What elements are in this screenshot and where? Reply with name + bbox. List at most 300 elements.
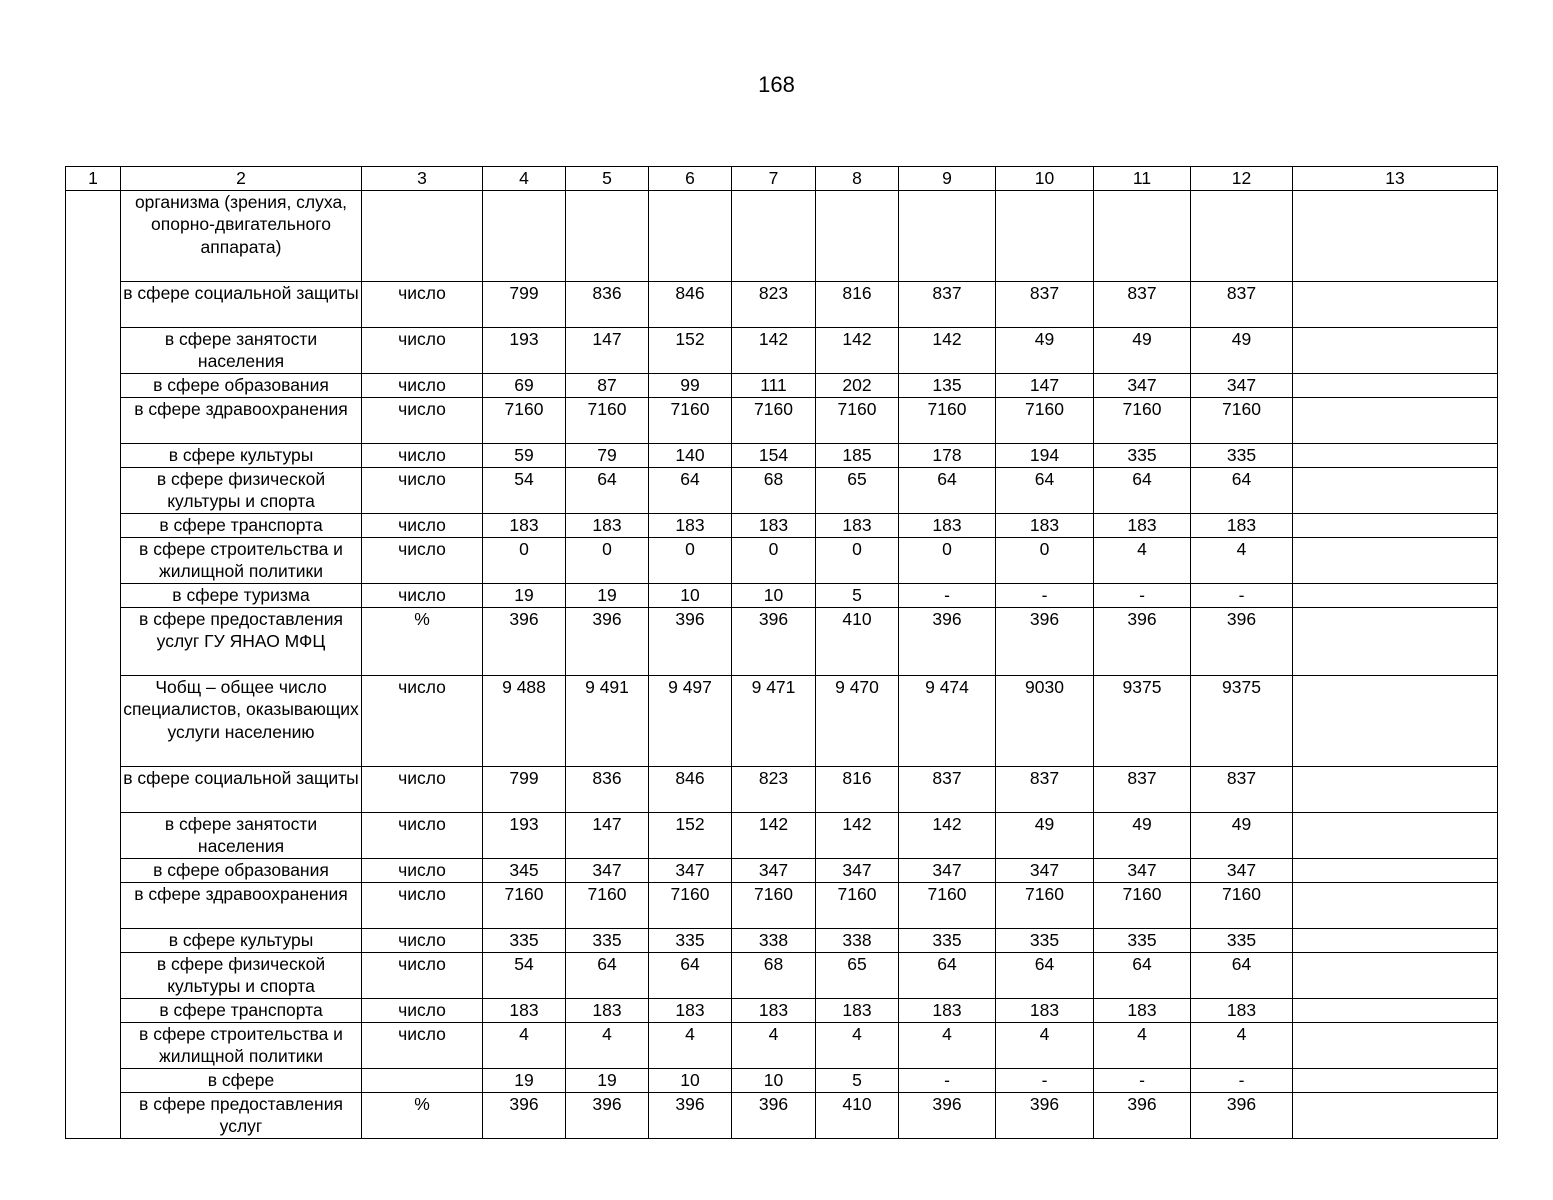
value-cell: 147 (566, 327, 649, 373)
indicator-label-cell: Чобщ – общее число специалистов, оказывающих услуги населению (121, 675, 362, 766)
value-cell: 79 (566, 443, 649, 467)
header-cell-4: 4 (483, 167, 566, 191)
indicator-label-cell: в сфере (121, 1068, 362, 1092)
value-cell: 347 (1191, 373, 1293, 397)
value-cell: 64 (649, 952, 732, 998)
value-cell: 799 (483, 281, 566, 327)
value-cell: 19 (566, 1068, 649, 1092)
value-cell: 4 (1094, 1022, 1191, 1068)
note-cell (1293, 281, 1498, 327)
value-cell: 9375 (1094, 675, 1191, 766)
value-cell: 4 (816, 1022, 899, 1068)
note-cell (1293, 675, 1498, 766)
note-cell (1293, 190, 1498, 281)
value-cell: 7160 (649, 882, 732, 928)
value-cell: 7160 (1191, 882, 1293, 928)
value-cell: - (1094, 1068, 1191, 1092)
value-cell (732, 190, 816, 281)
value-cell (483, 190, 566, 281)
table-row (66, 952, 1498, 998)
value-cell: 152 (649, 327, 732, 373)
indicator-label-cell: в сфере физической культуры и спорта (121, 952, 362, 998)
value-cell: 396 (483, 607, 566, 675)
unit-cell: число (362, 443, 483, 467)
unit-cell: число (362, 858, 483, 882)
value-cell: 335 (1094, 443, 1191, 467)
value-cell: 846 (649, 766, 732, 812)
table-row (66, 1068, 1498, 1092)
value-cell: 142 (899, 327, 996, 373)
value-cell: 202 (816, 373, 899, 397)
value-cell: 335 (996, 928, 1094, 952)
table-row (66, 607, 1498, 675)
value-cell: 183 (483, 513, 566, 537)
value-cell: 142 (732, 812, 816, 858)
table-row (66, 928, 1498, 952)
value-cell: 64 (1191, 952, 1293, 998)
value-cell: 335 (1191, 443, 1293, 467)
value-cell: 9 471 (732, 675, 816, 766)
value-cell: 4 (732, 1022, 816, 1068)
value-cell: 193 (483, 812, 566, 858)
unit-cell: число (362, 1022, 483, 1068)
value-cell: 19 (483, 583, 566, 607)
value-cell: 10 (649, 583, 732, 607)
unit-cell: % (362, 607, 483, 675)
value-cell: 396 (732, 1092, 816, 1138)
value-cell: 9 491 (566, 675, 649, 766)
value-cell: 396 (899, 607, 996, 675)
table-row (66, 812, 1498, 858)
value-cell: 338 (732, 928, 816, 952)
value-cell: 347 (1094, 858, 1191, 882)
indicator-label-cell: в сфере культуры (121, 443, 362, 467)
note-cell (1293, 928, 1498, 952)
note-cell (1293, 513, 1498, 537)
index-cell (66, 190, 121, 1138)
indicator-label-cell: в сфере предоставления услуг ГУ ЯНАО МФЦ (121, 607, 362, 675)
value-cell: 9 488 (483, 675, 566, 766)
value-cell: - (996, 583, 1094, 607)
value-cell: 64 (996, 467, 1094, 513)
value-cell: 54 (483, 467, 566, 513)
value-cell: 64 (1094, 467, 1191, 513)
value-cell: 135 (899, 373, 996, 397)
table-row (66, 190, 1498, 281)
table-row (66, 998, 1498, 1022)
value-cell: 837 (899, 766, 996, 812)
table-row (66, 467, 1498, 513)
header-row (66, 167, 1498, 191)
unit-cell: число (362, 998, 483, 1022)
value-cell: 10 (649, 1068, 732, 1092)
header-cell-7: 7 (732, 167, 816, 191)
value-cell: 111 (732, 373, 816, 397)
value-cell: 4 (566, 1022, 649, 1068)
value-cell: 19 (566, 583, 649, 607)
unit-cell (362, 1068, 483, 1092)
table-row (66, 397, 1498, 443)
value-cell: 68 (732, 952, 816, 998)
note-cell (1293, 537, 1498, 583)
value-cell: 837 (1094, 766, 1191, 812)
value-cell: 9375 (1191, 675, 1293, 766)
header-cell-10: 10 (996, 167, 1094, 191)
value-cell: 87 (566, 373, 649, 397)
value-cell: 5 (816, 583, 899, 607)
value-cell: 799 (483, 766, 566, 812)
value-cell: 183 (732, 998, 816, 1022)
note-cell (1293, 443, 1498, 467)
value-cell: 64 (899, 952, 996, 998)
note-cell (1293, 952, 1498, 998)
table-row (66, 327, 1498, 373)
value-cell: 7160 (996, 882, 1094, 928)
header-cell-2: 2 (121, 167, 362, 191)
value-cell: 65 (816, 952, 899, 998)
value-cell: - (1094, 583, 1191, 607)
value-cell: 183 (566, 513, 649, 537)
value-cell: 49 (1094, 812, 1191, 858)
value-cell: 65 (816, 467, 899, 513)
value-cell: 64 (899, 467, 996, 513)
unit-cell: число (362, 537, 483, 583)
value-cell: 9 470 (816, 675, 899, 766)
value-cell: 345 (483, 858, 566, 882)
value-cell: 7160 (1191, 397, 1293, 443)
value-cell: 396 (1094, 607, 1191, 675)
value-cell: - (899, 583, 996, 607)
value-cell: 7160 (566, 882, 649, 928)
value-cell: - (1191, 1068, 1293, 1092)
value-cell: 7160 (732, 882, 816, 928)
indicator-label-cell: в сфере транспорта (121, 513, 362, 537)
table-row (66, 675, 1498, 766)
header-cell-5: 5 (566, 167, 649, 191)
value-cell: 183 (996, 998, 1094, 1022)
value-cell: 338 (816, 928, 899, 952)
value-cell: 183 (1094, 513, 1191, 537)
value-cell: 183 (483, 998, 566, 1022)
value-cell: 347 (996, 858, 1094, 882)
value-cell: 335 (483, 928, 566, 952)
value-cell: 816 (816, 766, 899, 812)
value-cell: 0 (816, 537, 899, 583)
value-cell: 54 (483, 952, 566, 998)
value-cell: 10 (732, 583, 816, 607)
note-cell (1293, 467, 1498, 513)
value-cell: 837 (996, 766, 1094, 812)
value-cell: 99 (649, 373, 732, 397)
value-cell: 0 (732, 537, 816, 583)
value-cell: 396 (1191, 1092, 1293, 1138)
note-cell (1293, 1068, 1498, 1092)
value-cell: 0 (899, 537, 996, 583)
value-cell: 64 (649, 467, 732, 513)
value-cell: 154 (732, 443, 816, 467)
value-cell: 49 (1191, 327, 1293, 373)
value-cell: 7160 (1094, 397, 1191, 443)
indicator-label-cell: в сфере культуры (121, 928, 362, 952)
data-table (65, 166, 1498, 1139)
value-cell: 68 (732, 467, 816, 513)
value-cell: 335 (649, 928, 732, 952)
value-cell (1094, 190, 1191, 281)
value-cell: 183 (1191, 513, 1293, 537)
value-cell: 347 (899, 858, 996, 882)
value-cell (649, 190, 732, 281)
value-cell: 347 (816, 858, 899, 882)
indicator-label-cell: в сфере строительства и жилищной политики (121, 537, 362, 583)
unit-cell: число (362, 513, 483, 537)
indicator-label-cell: в сфере предоставления услуг (121, 1092, 362, 1138)
value-cell: 4 (1094, 537, 1191, 583)
value-cell: - (1191, 583, 1293, 607)
indicator-label-cell: в сфере социальной защиты (121, 281, 362, 327)
value-cell: 147 (996, 373, 1094, 397)
value-cell: 335 (1094, 928, 1191, 952)
value-cell: 142 (899, 812, 996, 858)
table-body (66, 167, 1498, 1139)
value-cell: 837 (899, 281, 996, 327)
value-cell: 152 (649, 812, 732, 858)
value-cell: 0 (566, 537, 649, 583)
value-cell: 396 (1094, 1092, 1191, 1138)
indicator-label-cell: в сфере образования (121, 858, 362, 882)
value-cell: 7160 (899, 882, 996, 928)
page-number: 168 (758, 72, 795, 97)
value-cell: 64 (1191, 467, 1293, 513)
value-cell: 410 (816, 607, 899, 675)
value-cell: 347 (649, 858, 732, 882)
value-cell: 823 (732, 281, 816, 327)
value-cell: 7160 (816, 882, 899, 928)
table-row (66, 858, 1498, 882)
value-cell: 335 (566, 928, 649, 952)
value-cell: 7160 (996, 397, 1094, 443)
indicator-label-cell: организма (зрения, слуха, опорно-двигательного аппарата) (121, 190, 362, 281)
value-cell: 396 (566, 607, 649, 675)
note-cell (1293, 1022, 1498, 1068)
header-cell-13: 13 (1293, 167, 1498, 191)
value-cell: 19 (483, 1068, 566, 1092)
value-cell: 9 474 (899, 675, 996, 766)
unit-cell: число (362, 766, 483, 812)
header-cell-11: 11 (1094, 167, 1191, 191)
table-row (66, 766, 1498, 812)
value-cell: 7160 (899, 397, 996, 443)
value-cell: 183 (1191, 998, 1293, 1022)
value-cell: 183 (816, 513, 899, 537)
value-cell: 183 (899, 513, 996, 537)
value-cell: 49 (996, 327, 1094, 373)
value-cell: 7160 (566, 397, 649, 443)
header-cell-9: 9 (899, 167, 996, 191)
indicator-label-cell: в сфере образования (121, 373, 362, 397)
value-cell: 396 (732, 607, 816, 675)
indicator-label-cell: в сфере физической культуры и спорта (121, 467, 362, 513)
value-cell: 183 (816, 998, 899, 1022)
note-cell (1293, 583, 1498, 607)
value-cell: - (899, 1068, 996, 1092)
value-cell: 7160 (483, 397, 566, 443)
value-cell: 10 (732, 1068, 816, 1092)
unit-cell: % (362, 1092, 483, 1138)
indicator-label-cell: в сфере занятости населения (121, 327, 362, 373)
value-cell: 59 (483, 443, 566, 467)
value-cell: 64 (566, 467, 649, 513)
value-cell: 142 (816, 327, 899, 373)
value-cell: 396 (483, 1092, 566, 1138)
value-cell: 335 (1191, 928, 1293, 952)
unit-cell: число (362, 928, 483, 952)
table-row (66, 1022, 1498, 1068)
value-cell (1191, 190, 1293, 281)
header-cell-12: 12 (1191, 167, 1293, 191)
value-cell: 396 (899, 1092, 996, 1138)
value-cell: 396 (649, 1092, 732, 1138)
value-cell: 7160 (732, 397, 816, 443)
header-cell-8: 8 (816, 167, 899, 191)
indicator-label-cell: в сфере здравоохранения (121, 882, 362, 928)
value-cell: 837 (1191, 766, 1293, 812)
value-cell: 4 (649, 1022, 732, 1068)
value-cell: 69 (483, 373, 566, 397)
unit-cell: число (362, 373, 483, 397)
note-cell (1293, 327, 1498, 373)
value-cell: 347 (1094, 373, 1191, 397)
value-cell: 0 (649, 537, 732, 583)
note-cell (1293, 1092, 1498, 1138)
value-cell: 64 (1094, 952, 1191, 998)
note-cell (1293, 998, 1498, 1022)
table-row (66, 1092, 1498, 1138)
value-cell: 142 (732, 327, 816, 373)
header-cell-6: 6 (649, 167, 732, 191)
note-cell (1293, 373, 1498, 397)
header-cell-1: 1 (66, 167, 121, 191)
value-cell: 7160 (483, 882, 566, 928)
table-row (66, 443, 1498, 467)
value-cell: 837 (1191, 281, 1293, 327)
indicator-label-cell: в сфере туризма (121, 583, 362, 607)
value-cell: 142 (816, 812, 899, 858)
note-cell (1293, 766, 1498, 812)
value-cell: 183 (1094, 998, 1191, 1022)
value-cell: 178 (899, 443, 996, 467)
value-cell: 9 497 (649, 675, 732, 766)
value-cell: 0 (996, 537, 1094, 583)
note-cell (1293, 397, 1498, 443)
value-cell: 836 (566, 766, 649, 812)
value-cell: 396 (996, 1092, 1094, 1138)
value-cell: 49 (1094, 327, 1191, 373)
value-cell (899, 190, 996, 281)
value-cell: 347 (1191, 858, 1293, 882)
value-cell: 4 (899, 1022, 996, 1068)
value-cell: - (996, 1068, 1094, 1092)
value-cell: 837 (996, 281, 1094, 327)
value-cell: 836 (566, 281, 649, 327)
value-cell: 396 (649, 607, 732, 675)
note-cell (1293, 858, 1498, 882)
value-cell: 7160 (816, 397, 899, 443)
unit-cell: число (362, 882, 483, 928)
value-cell: 837 (1094, 281, 1191, 327)
value-cell: 396 (1191, 607, 1293, 675)
value-cell: 4 (1191, 537, 1293, 583)
value-cell: 64 (566, 952, 649, 998)
indicator-label-cell: в сфере занятости населения (121, 812, 362, 858)
note-cell (1293, 607, 1498, 675)
value-cell: 5 (816, 1068, 899, 1092)
value-cell: 4 (1191, 1022, 1293, 1068)
unit-cell: число (362, 327, 483, 373)
value-cell: 410 (816, 1092, 899, 1138)
table-row (66, 537, 1498, 583)
value-cell: 846 (649, 281, 732, 327)
value-cell: 347 (732, 858, 816, 882)
value-cell: 335 (899, 928, 996, 952)
value-cell: 183 (649, 998, 732, 1022)
value-cell: 4 (483, 1022, 566, 1068)
value-cell: 183 (899, 998, 996, 1022)
value-cell: 823 (732, 766, 816, 812)
value-cell: 7160 (1094, 882, 1191, 928)
unit-cell (362, 190, 483, 281)
value-cell: 49 (1191, 812, 1293, 858)
unit-cell: число (362, 281, 483, 327)
value-cell: 7160 (649, 397, 732, 443)
table-row (66, 882, 1498, 928)
table-row (66, 281, 1498, 327)
header-cell-3: 3 (362, 167, 483, 191)
unit-cell: число (362, 952, 483, 998)
value-cell (996, 190, 1094, 281)
table-row (66, 583, 1498, 607)
value-cell: 183 (732, 513, 816, 537)
indicator-label-cell: в сфере социальной защиты (121, 766, 362, 812)
unit-cell: число (362, 812, 483, 858)
table-row (66, 373, 1498, 397)
value-cell: 193 (483, 327, 566, 373)
note-cell (1293, 882, 1498, 928)
indicator-label-cell: в сфере транспорта (121, 998, 362, 1022)
value-cell: 183 (649, 513, 732, 537)
value-cell: 183 (566, 998, 649, 1022)
value-cell: 396 (566, 1092, 649, 1138)
indicator-label-cell: в сфере здравоохранения (121, 397, 362, 443)
value-cell: 183 (996, 513, 1094, 537)
value-cell: 49 (996, 812, 1094, 858)
value-cell: 9030 (996, 675, 1094, 766)
value-cell (816, 190, 899, 281)
note-cell (1293, 812, 1498, 858)
unit-cell: число (362, 397, 483, 443)
value-cell: 185 (816, 443, 899, 467)
unit-cell: число (362, 675, 483, 766)
table-row (66, 513, 1498, 537)
value-cell: 140 (649, 443, 732, 467)
value-cell: 347 (566, 858, 649, 882)
value-cell: 0 (483, 537, 566, 583)
indicator-label-cell: в сфере строительства и жилищной политики (121, 1022, 362, 1068)
value-cell: 4 (996, 1022, 1094, 1068)
value-cell: 194 (996, 443, 1094, 467)
unit-cell: число (362, 467, 483, 513)
value-cell: 147 (566, 812, 649, 858)
value-cell: 396 (996, 607, 1094, 675)
